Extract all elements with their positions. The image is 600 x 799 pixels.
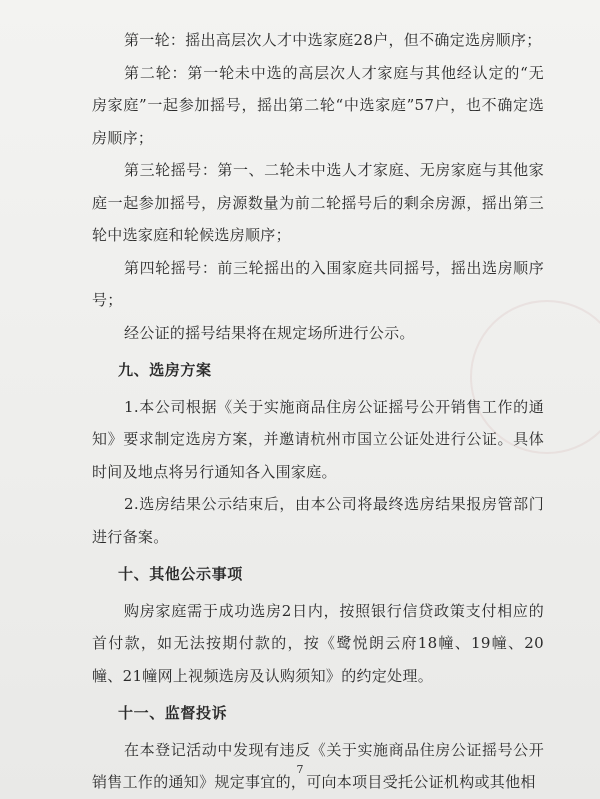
section-11-heading: 十一、监督投诉 [118, 704, 228, 722]
section-10-heading: 十、其他公示事项 [118, 565, 243, 583]
notarized-result-paragraph: 经公证的摇号结果将在规定场所进行公示。 [124, 323, 415, 342]
section-10-paragraph: 购房家庭需于成功选房2日内，按照银行信贷政策支付相应的首付款，如无法按期付款的，按《鹭悦朗云府18幢、19幢、20幢、21幢网上视频选房及认购须知》的约定处理。 [92, 601, 544, 685]
page-number: 7 [296, 763, 304, 776]
round-2-paragraph: 第二轮：第一轮未中选的高层次人才家庭与其他经认定的“无房家庭”一起参加摇号，摇出第二轮“中选家庭”57户，也不确定选房顺序； [92, 63, 544, 147]
section-9-item-1: 1.本公司根据《关于实施商品住房公证摇号公开销售工作的通知》要求制定选房方案，并邀请杭州市国立公证处进行公证。具体时间及地点将另行通知各入围家庭。 [92, 397, 544, 481]
section-9-heading: 九、选房方案 [118, 361, 212, 379]
section-9-item-2: 2.选房结果公示结束后，由本公司将最终选房结果报房管部门进行备案。 [92, 495, 544, 546]
round-4-paragraph: 第四轮摇号：前三轮摇出的入围家庭共同摇号，摇出选房顺序号； [92, 258, 544, 309]
round-1-paragraph: 第一轮：摇出高层次人才中选家庭28户，但不确定选房顺序； [124, 31, 542, 49]
section-11-paragraph: 在本登记活动中发现有违反《关于实施商品住房公证摇号公开销售工作的通知》规定事宜的，可向本项目受托公证机构或其他相 [92, 740, 544, 791]
round-3-paragraph: 第三轮摇号：第一、二轮未中选人才家庭、无房家庭与其他家庭一起参加摇号，房源数量为前二轮摇号后的剩余房源，摇出第三轮中选家庭和轮候选房顺序； [92, 161, 544, 244]
